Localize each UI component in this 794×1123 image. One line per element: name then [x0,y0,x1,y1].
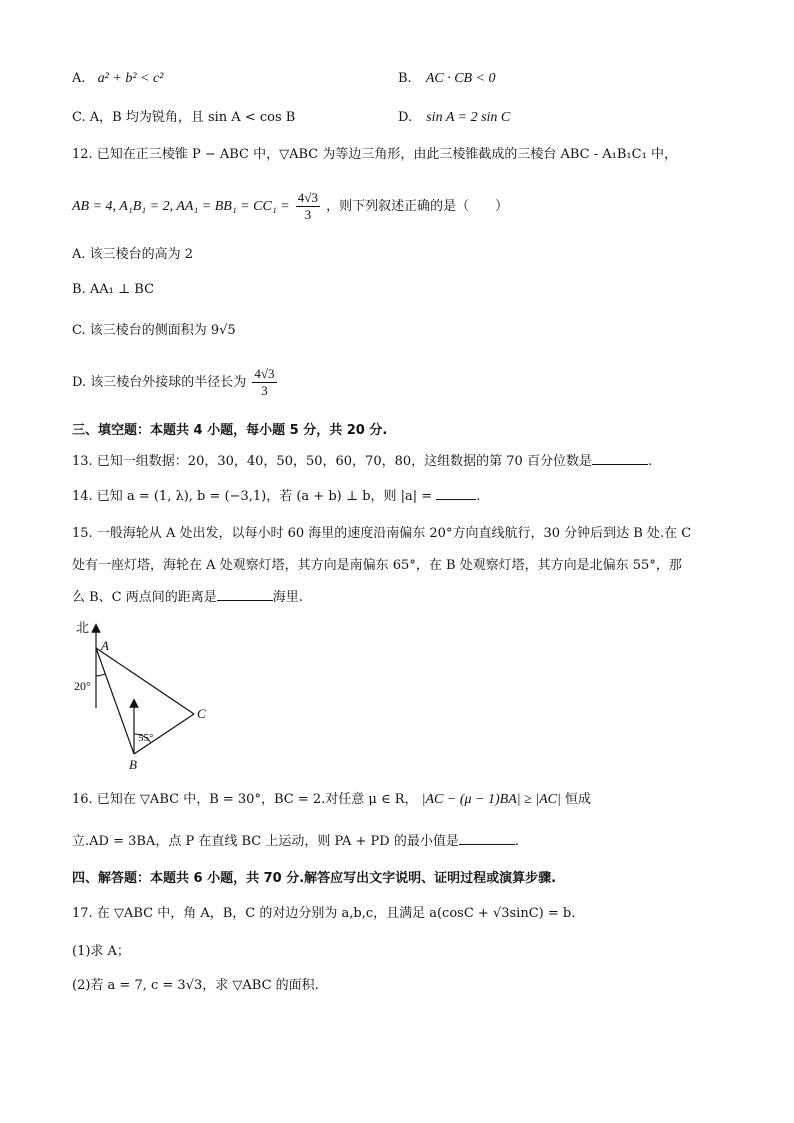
q17-stem: 17. 在 ▽ABC 中，角 A，B，C 的对边分别为 a,b,c，且满足 a(cosC + √3sinC) = b. [72,906,576,921]
q12-stem-line2 [72,190,508,223]
q16-vector-inequality: |AC − (μ − 1)BA| ≥ |AC| [421,792,561,807]
option-label: D. [398,110,413,125]
label-a: A [101,638,109,653]
q11-option-d [398,109,510,127]
q13-text: 13. 已知一组数据：20，30，40，50，50，60，70，80，这组数据的第 70 百分位数是 [72,454,592,469]
q12-option-c: C. 该三棱台的侧面积为 9√5 [72,323,236,338]
segment-ac [96,648,194,714]
option-label: B. [398,71,412,86]
q12-fraction [296,190,320,223]
q15-line3 [72,589,303,607]
section-4-heading: 四、解答题：本题共 6 小题，共 70 分.解答应写出文字说明、证明过程或演算步骤. [72,871,557,886]
fraction-denominator: 3 [304,207,312,222]
q14 [72,488,480,506]
answer-blank [217,600,273,601]
label-angle-55: 55° [138,732,154,744]
q12-option-d-fraction [252,366,276,399]
q14-end: . [476,489,481,504]
q14-text: 14. 已知 a = (1, λ), b = (−3,1)，若 (a + b) ⊥ b，则 |a| = [72,489,433,504]
fraction-numerator: 4√3 [297,190,318,205]
fraction-numerator: 4√3 [254,366,275,381]
q11-option-b [398,70,496,88]
label-angle-20: 20° [74,679,91,693]
q13 [72,453,652,471]
navigation-diagram [72,618,222,773]
q12-stem-line1: 12. 已知在正三棱锥 P − ABC 中，▽ABC 为等边三角形，由此三棱锥截成的三棱台 ABC - A₁B₁C₁ 中， [72,147,677,162]
option-label: A. [72,71,86,86]
q16-line2-text: 立.AD = 3BA，点 P 在直线 BC 上运动，则 PA + PD 的最小值是 [72,834,459,849]
segment-ab [96,648,134,754]
angle-arc-20 [96,674,105,676]
q16-line2-end: . [514,834,520,849]
answer-blank [436,499,476,500]
q15-line1: 15. 一般海轮从 A 处出发，以每小时 60 海里的速度沿南偏东 20°方向直线航行，30 分钟后到达 B 处.在 C [72,526,692,541]
label-north: 北 [76,620,90,635]
q13-end: . [647,454,653,469]
q16-line1-text: 16. 已知在 ▽ABC 中，B = 30°，BC = 2.对任意 μ ∈ R， [72,792,418,807]
q17-part2: (2)若 a = 7, c = 3√3，求 ▽ABC 的面积. [72,978,319,993]
section-3-heading: 三、填空题：本题共 4 小题，每小题 5 分，共 20 分. [72,423,388,438]
label-c: C [197,706,206,721]
answer-blank [592,464,648,465]
q12-option-d-text: D. 该三棱台外接球的半径长为 [72,375,247,390]
option-text: a² + b² < c² [97,71,164,86]
q16-line1 [72,791,591,809]
q11-option-c [72,109,295,127]
q15-line2: 处有一座灯塔，海轮在 A 处观察灯塔，其方向是南偏东 65°，在 B 处观察灯塔，其方向是北偏东 55°，那 [72,558,682,573]
q12-option-a: A. 该三棱台的高为 2 [72,247,194,262]
q16-line2 [72,833,519,851]
option-label: C. [72,110,86,125]
q15-line3-end: 海里. [272,590,303,605]
q12-option-b: B. AA₁ ⊥ BC [72,282,155,297]
q12-question: ，则下列叙述正确的是（ ） [326,199,509,214]
q15-line3-text: 么 B、C 两点间的距离是 [72,590,217,605]
option-text: sin A = 2 sin C [426,110,511,125]
q17-part1: (1)求 A； [72,944,130,959]
q12-option-d [72,366,279,399]
q16-line1-end: 恒成 [565,792,592,807]
label-b: B [129,757,137,772]
option-text: AC · CB < 0 [425,71,496,86]
q12-condition: AB = 4, A₁B₁ = 2, AA₁ = BB₁ = CC₁ = [72,199,290,214]
answer-blank [459,844,515,845]
option-text: A，B 均为锐角，且 sin A < cos B [89,110,296,125]
fraction-denominator: 3 [261,383,268,398]
q11-option-a [72,70,163,88]
